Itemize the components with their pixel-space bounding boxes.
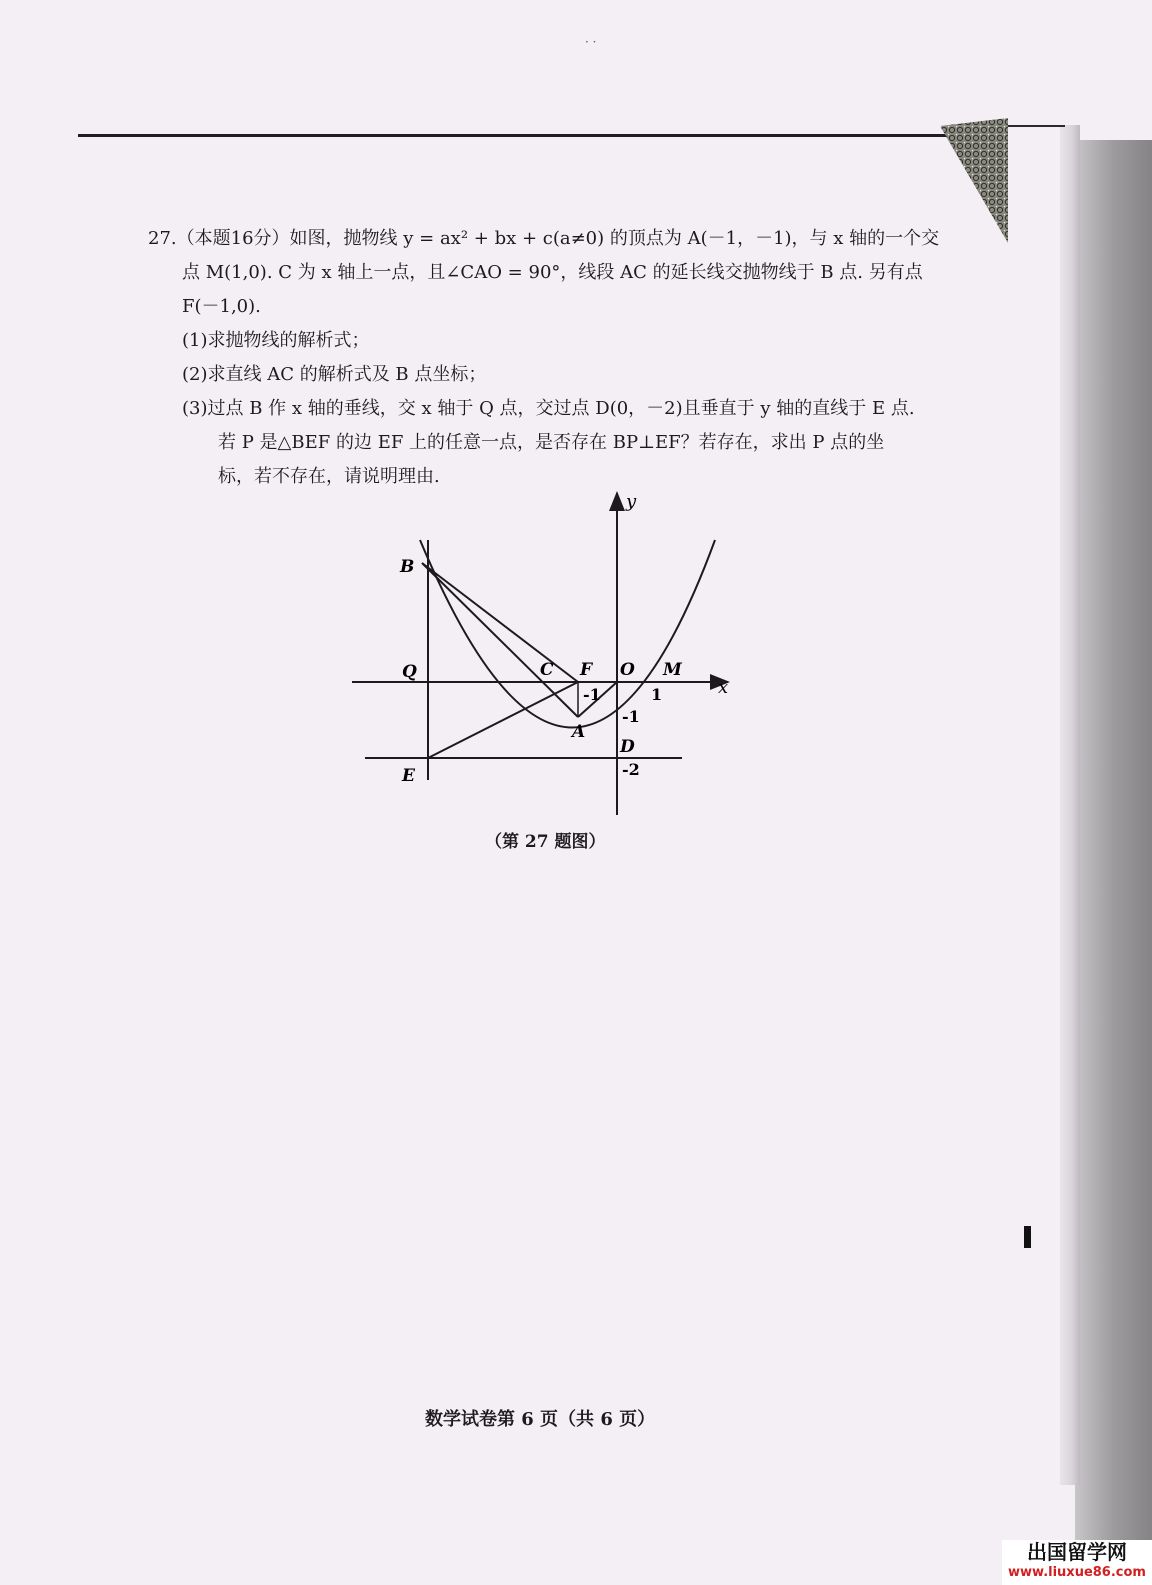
question-line-2: 点 M(1,0). C 为 x 轴上一点，且∠CAO = 90°，线段 AC 的延长线交抛物线于 B 点. 另有点	[182, 262, 923, 283]
line-BF	[422, 563, 578, 682]
tick-y-neg2: -2	[622, 760, 640, 779]
scan-dots: · ·	[585, 35, 597, 49]
corner-lace-pattern	[940, 118, 1008, 243]
label-Q: Q	[402, 662, 417, 682]
subquestion-3-line-2: 若 P 是△BEF 的边 EF 上的任意一点，是否存在 BP⊥EF？若存在，求出 P 点的坐	[218, 432, 885, 453]
watermark-title: 出国留学网	[1027, 1540, 1127, 1564]
label-E: E	[402, 766, 415, 786]
watermark-url: www.liuxue86.com	[1008, 1565, 1146, 1580]
label-M: M	[663, 660, 682, 680]
label-O: O	[620, 660, 635, 680]
subquestion-3: (3)过点 B 作 x 轴的垂线，交 x 轴于 Q 点，交过点 D(0，－2)且垂直于 y 轴的直线于 E 点.	[182, 398, 915, 419]
line-EF	[428, 682, 578, 758]
label-B: B	[400, 557, 415, 577]
question-line-3: F(－1,0).	[182, 296, 261, 317]
page-footer: 数学试卷第 6 页（共 6 页）	[425, 1409, 656, 1430]
label-y: y	[626, 491, 637, 512]
label-x: x	[718, 677, 729, 698]
tick-x-neg1: -1	[583, 685, 601, 704]
question-27	[148, 222, 938, 494]
header-rule-secondary	[1005, 125, 1065, 127]
scan-shadow	[1075, 140, 1152, 1585]
label-C: C	[540, 660, 554, 680]
tick-y-neg1: -1	[622, 707, 640, 726]
subquestion-2: (2)求直线 AC 的解析式及 B 点坐标；	[182, 364, 487, 385]
tick-x-1: 1	[651, 685, 663, 704]
label-A: A	[572, 722, 586, 742]
parabola-figure	[340, 485, 760, 825]
figure-caption: （第 27 题图）	[485, 832, 606, 852]
site-watermark	[1002, 1540, 1152, 1585]
label-D: D	[620, 737, 635, 757]
label-F: F	[580, 660, 593, 680]
scan-mark	[1024, 1226, 1031, 1248]
subquestion-3-line-3: 标，若不存在，请说明理由.	[218, 466, 440, 487]
paper-edge	[1060, 125, 1080, 1485]
subquestion-1: (1)求抛物线的解析式；	[182, 330, 370, 351]
question-line-1: 27.（本题16分）如图，抛物线 y = ax² + bx + c(a≠0) 的顶点为 A(－1，－1)，与 x 轴的一个交	[148, 228, 940, 249]
parabola-curve	[420, 540, 715, 728]
header-rule	[78, 134, 958, 137]
